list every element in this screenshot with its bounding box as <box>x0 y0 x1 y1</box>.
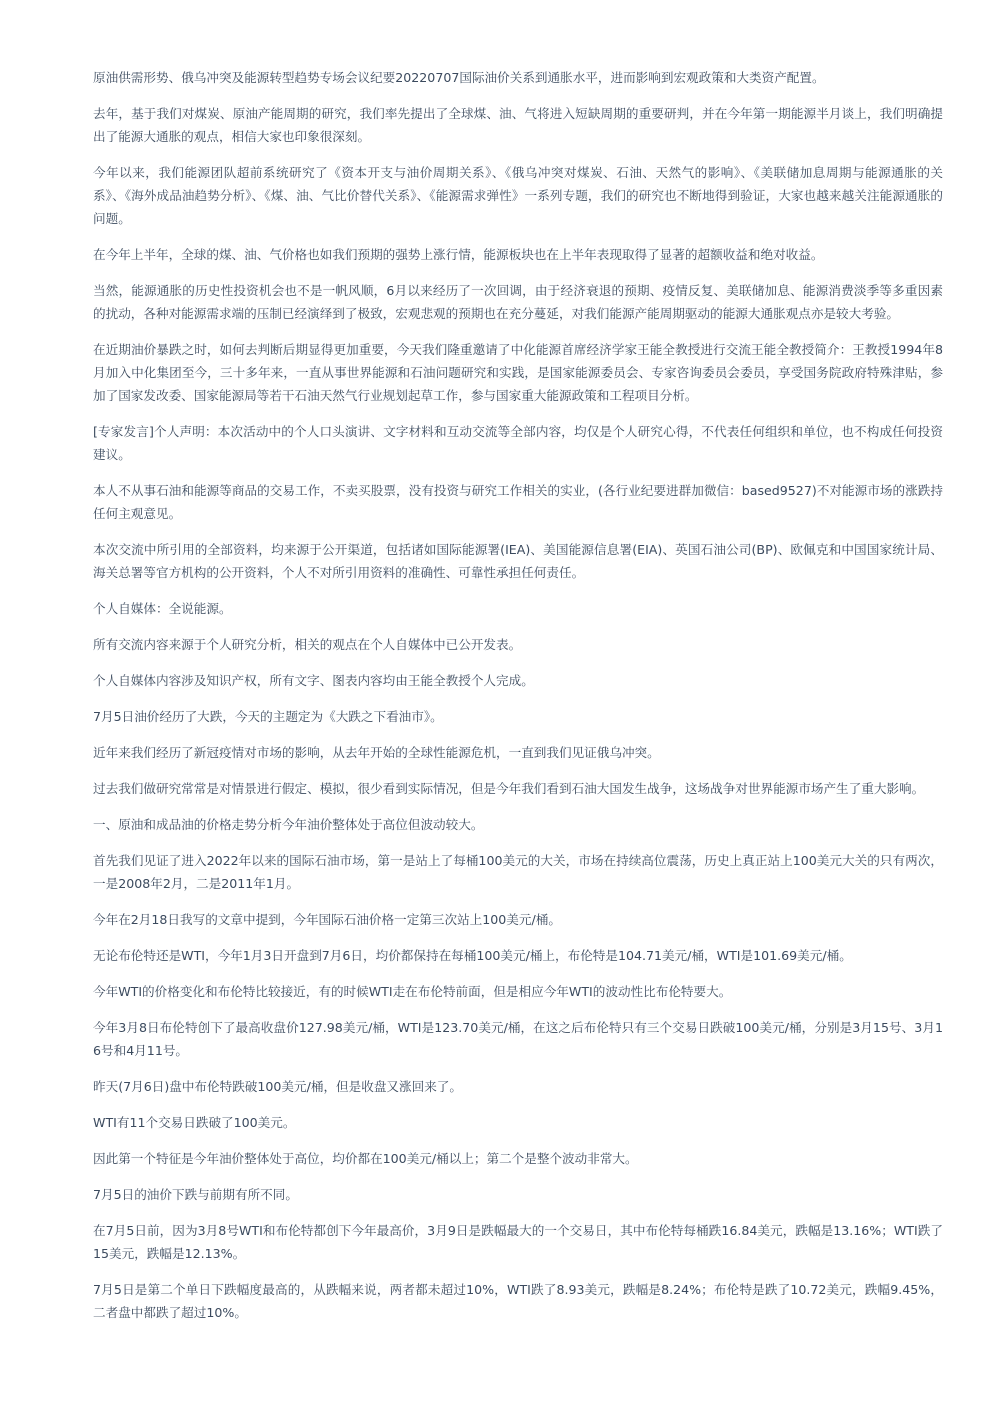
paragraph-recent-events: 近年来我们经历了新冠疫情对市场的影响，从去年开始的全球性能源危机，一直到我们见证俄乌冲突。 <box>93 745 660 760</box>
paragraph-100-dollar-mark: 首先我们见证了进入2022年以来的国际石油市场，第一是站上了每桶100美元的大关，市场在持续高位震荡，历史上真正站上100美元大关的只有两次，一是2008年2月，二是2011年1月。 <box>93 853 943 891</box>
paragraph-meeting-title: 原油供需形势、俄乌冲突及能源转型趋势专场会议纪要20220707国际油价关系到通胀水平，进而影响到宏观政策和大类资产配置。 <box>93 70 825 85</box>
paragraph-feb-article: 今年在2月18日我写的文章中提到，今年国际石油价格一定第三次站上100美元/桶。 <box>93 912 561 927</box>
paragraph-july-5-drop: 7月5日是第二个单日下跌幅度最高的，从跌幅来说，两者都未超过10%，WTI跌了8.93美元，跌幅是8.24%；布伦特是跌了10.72美元，跌幅9.45%，二者盘中都跌了超过10%。 <box>93 1282 943 1320</box>
paragraph-june-pullback: 当然，能源通胀的历史性投资机会也不是一帆风顺，6月以来经历了一次回调，由于经济衰退的预期、疫情反复、美联储加息、能源消费淡季等多重因素的扰动，各种对能源需求端的压制已经演绎到了极致，宏观悲观的预期也在充分蔓延，对我们能源产能周期驱动的能源大通胀观点亦是较大考验。 <box>93 283 943 321</box>
paragraph-war-impact: 过去我们做研究常常是对情景进行假定、模拟，很少看到实际情况，但是今年我们看到石油大国发生战争，这场战争对世界能源市场产生了重大影响。 <box>93 781 925 796</box>
document-body <box>93 66 943 1337</box>
paragraph-two-features: 因此第一个特征是今年油价整体处于高位，均价都在100美元/桶以上；第二个是整个波动非常大。 <box>93 1151 638 1166</box>
paragraph-last-year-research: 去年，基于我们对煤炭、原油产能周期的研究，我们率先提出了全球煤、油、气将进入短缺周期的重要研判，并在今年第一期能源半月谈上，我们明确提出了能源大通胀的观点，相信大家也印象很深刻。 <box>93 106 943 144</box>
paragraph-july-5-different: 7月5日的油价下跌与前期有所不同。 <box>93 1187 298 1202</box>
paragraph-copyright: 个人自媒体内容涉及知识产权，所有文字、图表内容均由王能全教授个人完成。 <box>93 673 534 688</box>
paragraph-no-trading: 本人不从事石油和能源等商品的交易工作，不卖买股票，没有投资与研究工作相关的实业，(各行业纪要进群加微信：based9527)不对能源市场的涨跌持任何主观意见。 <box>93 483 943 521</box>
paragraph-content-origin: 所有交流内容来源于个人研究分析，相关的观点在个人自媒体中已公开发表。 <box>93 637 522 652</box>
paragraph-section-heading: 一、原油和成品油的价格走势分析今年油价整体处于高位但波动较大。 <box>93 817 484 832</box>
paragraph-wti-volatility: 今年WTI的价格变化和布伦特比较接近，有的时候WTI走在布伦特前面，但是相应今年WTI的波动性比布伦特要大。 <box>93 984 732 999</box>
paragraph-research-topics: 今年以来，我们能源团队超前系统研究了《资本开支与油价周期关系》、《俄乌冲突对煤炭、石油、天然气的影响》、《美联储加息周期与能源通胀的关系》、《海外成品油趋势分析》、《煤、油、气比价替代关系》、《能源需求弹性》一系列专题，我们的研究也不断地得到验证，大家也越来越关注能源通胀的问题。 <box>93 165 943 226</box>
paragraph-july-6: 昨天(7月6日)盘中布伦特跌破100美元/桶，但是收盘又涨回来了。 <box>93 1079 462 1094</box>
paragraph-march-high: 今年3月8日布伦特创下了最高收盘价127.98美元/桶，WTI是123.70美元/桶，在这之后布伦特只有三个交易日跌破100美元/桶，分别是3月15号、3月16号和4月11号。 <box>93 1020 943 1058</box>
paragraph-wti-days: WTI有11个交易日跌破了100美元。 <box>93 1115 296 1130</box>
paragraph-personal-statement: [专家发言]个人声明：本次活动中的个人口头演讲、文字材料和互动交流等全部内容，均仅是个人研究心得，不代表任何组织和单位，也不构成任何投资建议。 <box>93 424 943 462</box>
paragraph-average-price: 无论布伦特还是WTI，今年1月3日开盘到7月6日，均价都保持在每桶100美元/桶上，布伦特是104.71美元/桶，WTI是101.69美元/桶。 <box>93 948 852 963</box>
paragraph-topic: 7月5日油价经历了大跌，今天的主题定为《大跌之下看油市》。 <box>93 709 443 724</box>
paragraph-personal-media: 个人自媒体：全说能源。 <box>93 601 232 616</box>
paragraph-first-half-performance: 在今年上半年，全球的煤、油、气价格也如我们预期的强势上涨行情，能源板块也在上半年表现取得了显著的超额收益和绝对收益。 <box>93 247 824 262</box>
paragraph-expert-intro: 在近期油价暴跌之时，如何去判断后期显得更加重要，今天我们隆重邀请了中化能源首席经济学家王能全教授进行交流王能全教授简介：王教授1994年8月加入中化集团至今，三十多年来，一直从事世界能源和石油问题研究和实践，是国家能源委员会、专家咨询委员会委员，享受国务院政府特殊津贴，参加了国家发改委、国家能源局等若干石油天然气行业规划起草工作，参与国家重大能源政策和工程项目分析。 <box>93 342 943 403</box>
paragraph-march-9-drop: 在7月5日前，因为3月8号WTI和布伦特都创下今年最高价，3月9日是跌幅最大的一个交易日，其中布伦特每桶跌16.84美元，跌幅是13.16%；WTI跌了15美元，跌幅是12.13%。 <box>93 1223 943 1261</box>
paragraph-data-sources: 本次交流中所引用的全部资料，均来源于公开渠道，包括诸如国际能源署(IEA)、美国能源信息署(EIA)、英国石油公司(BP)、欧佩克和中国国家统计局、海关总署等官方机构的公开资料，个人不对所引用资料的准确性、可靠性承担任何责任。 <box>93 542 943 580</box>
